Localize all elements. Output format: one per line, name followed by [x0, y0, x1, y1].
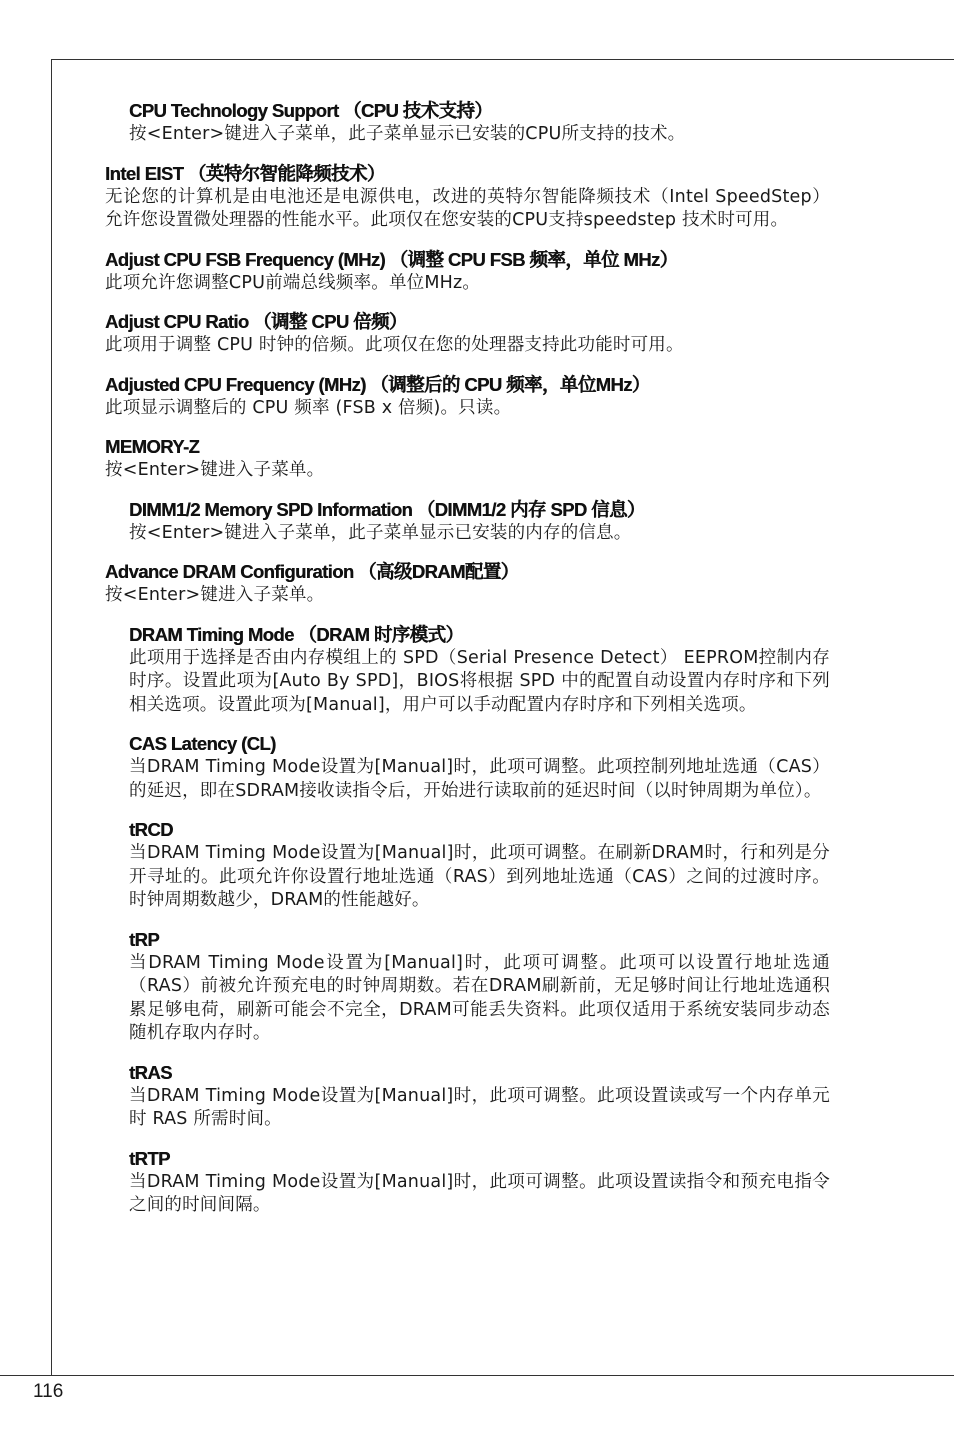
section-heading: Intel EIST （英特尔智能降频技术）	[105, 162, 385, 184]
section-advance-dram-configuration	[105, 559, 830, 608]
section-heading: Advance DRAM Configuration （高级DRAM配置）	[105, 561, 519, 582]
section-body: 当DRAM Timing Mode设置为[Manual]时，此项可调整。此项设置读或写一个内存单元时 RAS 所需时间。	[129, 1085, 830, 1129]
section-heading: Adjusted CPU Frequency (MHz) （调整后的 CPU 频率，单位MHz）	[105, 373, 650, 395]
section-heading: CPU Technology Support （CPU 技术支持）	[129, 100, 493, 121]
section-trcd	[105, 817, 830, 913]
frame-top-rule	[51, 59, 954, 60]
section-adjust-cpu-ratio	[105, 309, 830, 358]
section-adjusted-cpu-frequency	[105, 372, 830, 421]
section-adjust-cpu-fsb-frequency	[105, 247, 830, 296]
section-trtp	[105, 1146, 830, 1218]
section-heading: MEMORY-Z	[105, 436, 200, 457]
section-tras	[105, 1060, 830, 1132]
frame-left-rule	[51, 59, 52, 1376]
section-heading: tRAS	[129, 1061, 172, 1083]
section-heading: tRTP	[129, 1147, 170, 1169]
section-heading: DIMM1/2 Memory SPD Information （DIMM1/2 内存 SPD 信息）	[129, 498, 645, 520]
section-trp	[105, 927, 830, 1046]
section-intel-eist	[105, 161, 830, 233]
manual-content	[105, 98, 830, 1232]
section-dram-timing-mode	[105, 622, 830, 718]
section-body: 此项用于调整 CPU 时钟的倍频。此项仅在您的处理器支持此功能时可用。	[105, 335, 684, 355]
section-body: 按<Enter>键进入子菜单。	[105, 460, 325, 480]
section-body: 当DRAM Timing Mode设置为[Manual]时，此项可调整。此项控制列地址选通（CAS）的延迟，即在SDRAM接收读指令后，开始进行读取前的延迟时间（以时钟周期为单位）。	[129, 757, 830, 801]
section-cpu-technology-support	[105, 98, 830, 147]
section-body: 当DRAM Timing Mode设置为[Manual]时，此项可调整。在刷新DRAM时，行和列是分开寻址的。此项允许你设置行地址选通（RAS）到列地址选通（CAS）之间的过渡时序。时钟周期数越少，DRAM的性能越好。	[129, 843, 830, 910]
frame-bottom-rule	[0, 1375, 954, 1376]
section-body: 按<Enter>键进入子菜单。	[105, 585, 325, 605]
section-heading: DRAM Timing Mode （DRAM 时序模式）	[129, 623, 464, 645]
section-body: 按<Enter>键进入子菜单，此子菜单显示已安装的CPU所支持的技术。	[129, 124, 686, 144]
page-number: 116	[33, 1381, 64, 1402]
section-body: 无论您的计算机是由电池还是电源供电，改进的英特尔智能降频技术（Intel SpeedStep）允许您设置微处理器的性能水平。此项仅在您安装的CPU支持speedstep 技术时可用。	[105, 186, 830, 230]
section-cas-latency	[105, 731, 830, 803]
section-memory-z	[105, 434, 830, 483]
section-dimm-memory-spd-information	[105, 497, 830, 546]
section-heading: tRP	[129, 928, 160, 950]
section-heading: CAS Latency (CL)	[129, 733, 276, 754]
section-body: 当DRAM Timing Mode设置为[Manual]时，此项可调整。此项可以设置行地址选通（RAS）前被允许预充电的时钟周期数。若在DRAM刷新前，无足够时间让行地址选通积累足够电荷，刷新可能会不完全，DRAM可能丢失资料。此项仅适用于系统安装同步动态随机存取内存时。	[129, 952, 830, 1043]
section-body: 此项用于选择是否由内存模组上的 SPD（Serial Presence Detect） EEPROM控制内存时序。设置此项为[Auto By SPD]，BIOS将根据 SPD 中的配置自动设置内存时序和下列相关选项。设置此项为[Manual]，用户可以手动配置内存时序和下列相关选项。	[129, 647, 830, 715]
section-body: 此项允许您调整CPU前端总线频率。单位MHz。	[105, 272, 481, 293]
section-heading: Adjust CPU FSB Frequency (MHz) （调整 CPU FSB 频率，单位 MHz）	[105, 248, 678, 270]
section-body: 此项显示调整后的 CPU 频率 (FSB x 倍频)。只读。	[105, 397, 512, 418]
section-heading: Adjust CPU Ratio （调整 CPU 倍频）	[105, 311, 407, 332]
section-heading: tRCD	[129, 819, 173, 840]
section-body: 按<Enter>键进入子菜单，此子菜单显示已安装的内存的信息。	[129, 522, 632, 543]
section-body: 当DRAM Timing Mode设置为[Manual]时，此项可调整。此项设置读指令和预充电指令之间的时间间隔。	[129, 1171, 830, 1215]
